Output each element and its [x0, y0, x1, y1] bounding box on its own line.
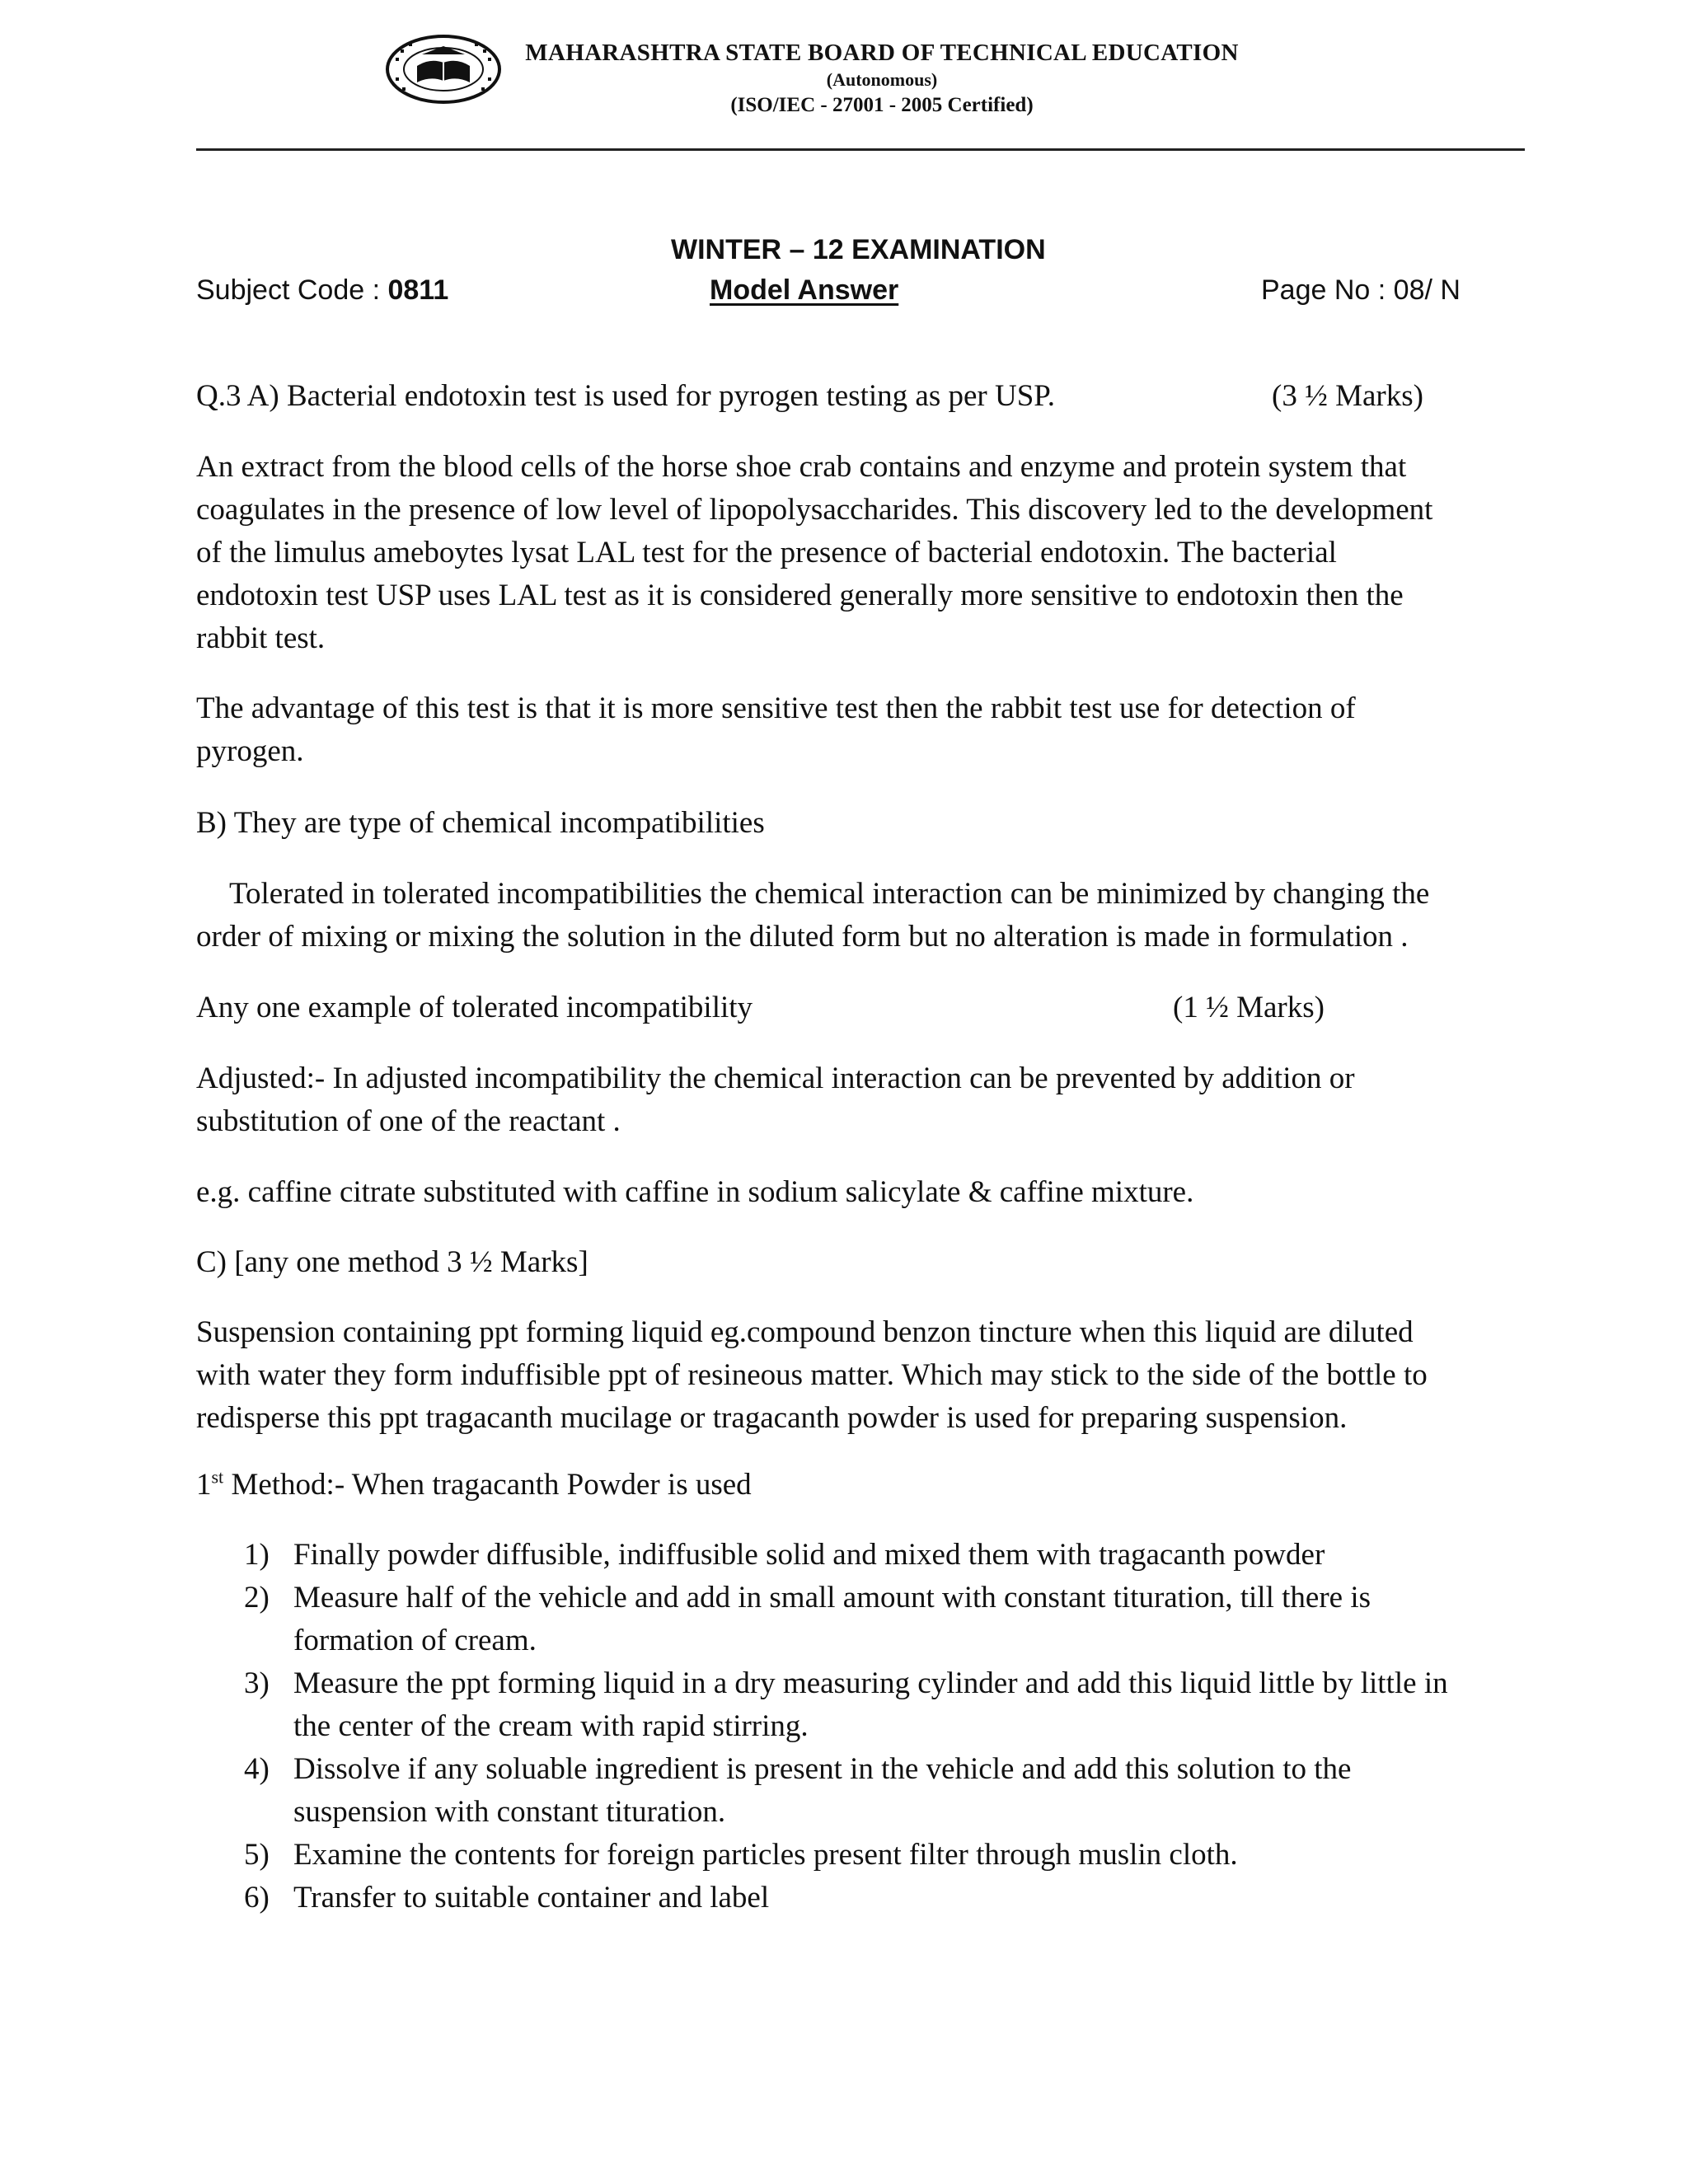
step-line: the center of the cream with rapid stirring. [293, 1709, 809, 1743]
paragraph-line: The advantage of this test is that it is more sensitive test then the rabbit test use for detection of [196, 691, 1356, 725]
method-heading [196, 1464, 752, 1507]
list-item [244, 1662, 1448, 1748]
paragraph-line: rabbit test. [196, 621, 326, 655]
paragraph-line: Tolerated in tolerated incompatibilities the chemical interaction can be minimized by changing the [229, 877, 1430, 911]
step-line: Examine the contents for foreign particles present filter through muslin cloth. [293, 1838, 1238, 1872]
step-number: 6) [244, 1881, 270, 1915]
step-line: suspension with constant tituration. [293, 1795, 726, 1829]
q3b-tolerated-paragraph [196, 873, 1429, 958]
paragraph-line: endotoxin test USP uses LAL test as it is considered generally more sensitive to endotoxin then the [196, 579, 1404, 612]
list-item [244, 1748, 1448, 1834]
q3c-paragraph [196, 1311, 1428, 1440]
page-number: Page No : 08/ N [1261, 274, 1461, 306]
step-line: Transfer to suitable container and label [293, 1881, 770, 1915]
paragraph-line: coagulates in the presence of low level of lipopolysaccharides. This discovery led to the development [196, 493, 1433, 527]
step-line: formation of cream. [293, 1624, 537, 1657]
step-number: 2) [244, 1581, 270, 1615]
list-item [244, 1534, 1448, 1577]
step-number: 5) [244, 1838, 270, 1872]
list-item [244, 1877, 1448, 1919]
exam-title: WINTER – 12 EXAMINATION [671, 234, 1046, 265]
step-line: Dissolve if any soluable ingredient is present in the vehicle and add this solution to the [293, 1752, 1352, 1786]
step-number: 4) [244, 1752, 270, 1786]
board-subtitle-certified: (ISO/IEC - 27001 - 2005 Certified) [730, 94, 1034, 116]
q3b-heading: B) They are type of chemical incompatibilities [196, 806, 765, 840]
q3a-paragraph-2 [196, 687, 1356, 773]
q3a-heading: Q.3 A) Bacterial endotoxin test is used for pyrogen testing as per USP. [196, 379, 1055, 413]
method-title: Method:- When tragacanth Powder is used [223, 1468, 752, 1502]
q3b-example-text: e.g. caffine citrate substituted with caffine in sodium salicylate & caffine mixture. [196, 1175, 1194, 1209]
q3b-example-marks: (1 ½ Marks) [1173, 991, 1325, 1024]
board-subtitle-autonomous: (Autonomous) [826, 69, 938, 90]
paragraph-line: Suspension containing ppt forming liquid eg.compound benzon tincture when this liquid are diluted [196, 1315, 1414, 1349]
step-line: Finally powder diffusible, indiffusible solid and mixed them with tragacanth powder [293, 1538, 1325, 1572]
q3b-example-line: Any one example of tolerated incompatibility [196, 991, 753, 1024]
paragraph-line: redisperse this ppt tragacanth mucilage or tragacanth powder is used for preparing suspension. [196, 1401, 1348, 1435]
method-steps-list [244, 1534, 1448, 1919]
header-divider [196, 148, 1525, 151]
model-answer-heading: Model Answer [710, 274, 899, 306]
list-item [244, 1834, 1448, 1877]
step-number: 1) [244, 1538, 270, 1572]
step-line: Measure half of the vehicle and add in small amount with constant tituration, till there is [293, 1581, 1371, 1615]
q3c-heading: C) [any one method 3 ½ Marks] [196, 1245, 588, 1279]
paragraph-line: pyrogen. [196, 734, 304, 768]
q3a-marks: (3 ½ Marks) [1272, 379, 1423, 413]
subject-code-label: Subject Code : [196, 274, 388, 306]
q3b-adjusted-paragraph [196, 1057, 1355, 1143]
step-line: Measure the ppt forming liquid in a dry measuring cylinder and add this liquid little by little in [293, 1666, 1448, 1700]
paragraph-line: An extract from the blood cells of the horse shoe crab contains and enzyme and protein system that [196, 450, 1407, 484]
paragraph-line: Adjusted:- In adjusted incompatibility the chemical interaction can be prevented by addition or [196, 1062, 1355, 1095]
subject-code-value: 0811 [387, 274, 449, 306]
q3a-paragraph-1 [196, 446, 1432, 660]
method-ordinal-suffix: st [211, 1466, 224, 1488]
board-title: MAHARASHTRA STATE BOARD OF TECHNICAL EDUCATION [525, 40, 1239, 66]
subject-code-line [196, 274, 448, 307]
paragraph-line: of the limulus ameboytes lysat LAL test for the presence of bacterial endotoxin. The bacterial [196, 536, 1337, 569]
step-number: 3) [244, 1666, 270, 1700]
paragraph-line: with water they form induffisible ppt of resineous matter. Which may stick to the side of the bottle to [196, 1358, 1428, 1392]
paragraph-line: order of mixing or mixing the solution in the diluted form but no alteration is made in formulation . [196, 920, 1409, 954]
method-number: 1 [196, 1468, 212, 1502]
paragraph-line: substitution of one of the reactant . [196, 1104, 621, 1138]
list-item [244, 1577, 1448, 1662]
